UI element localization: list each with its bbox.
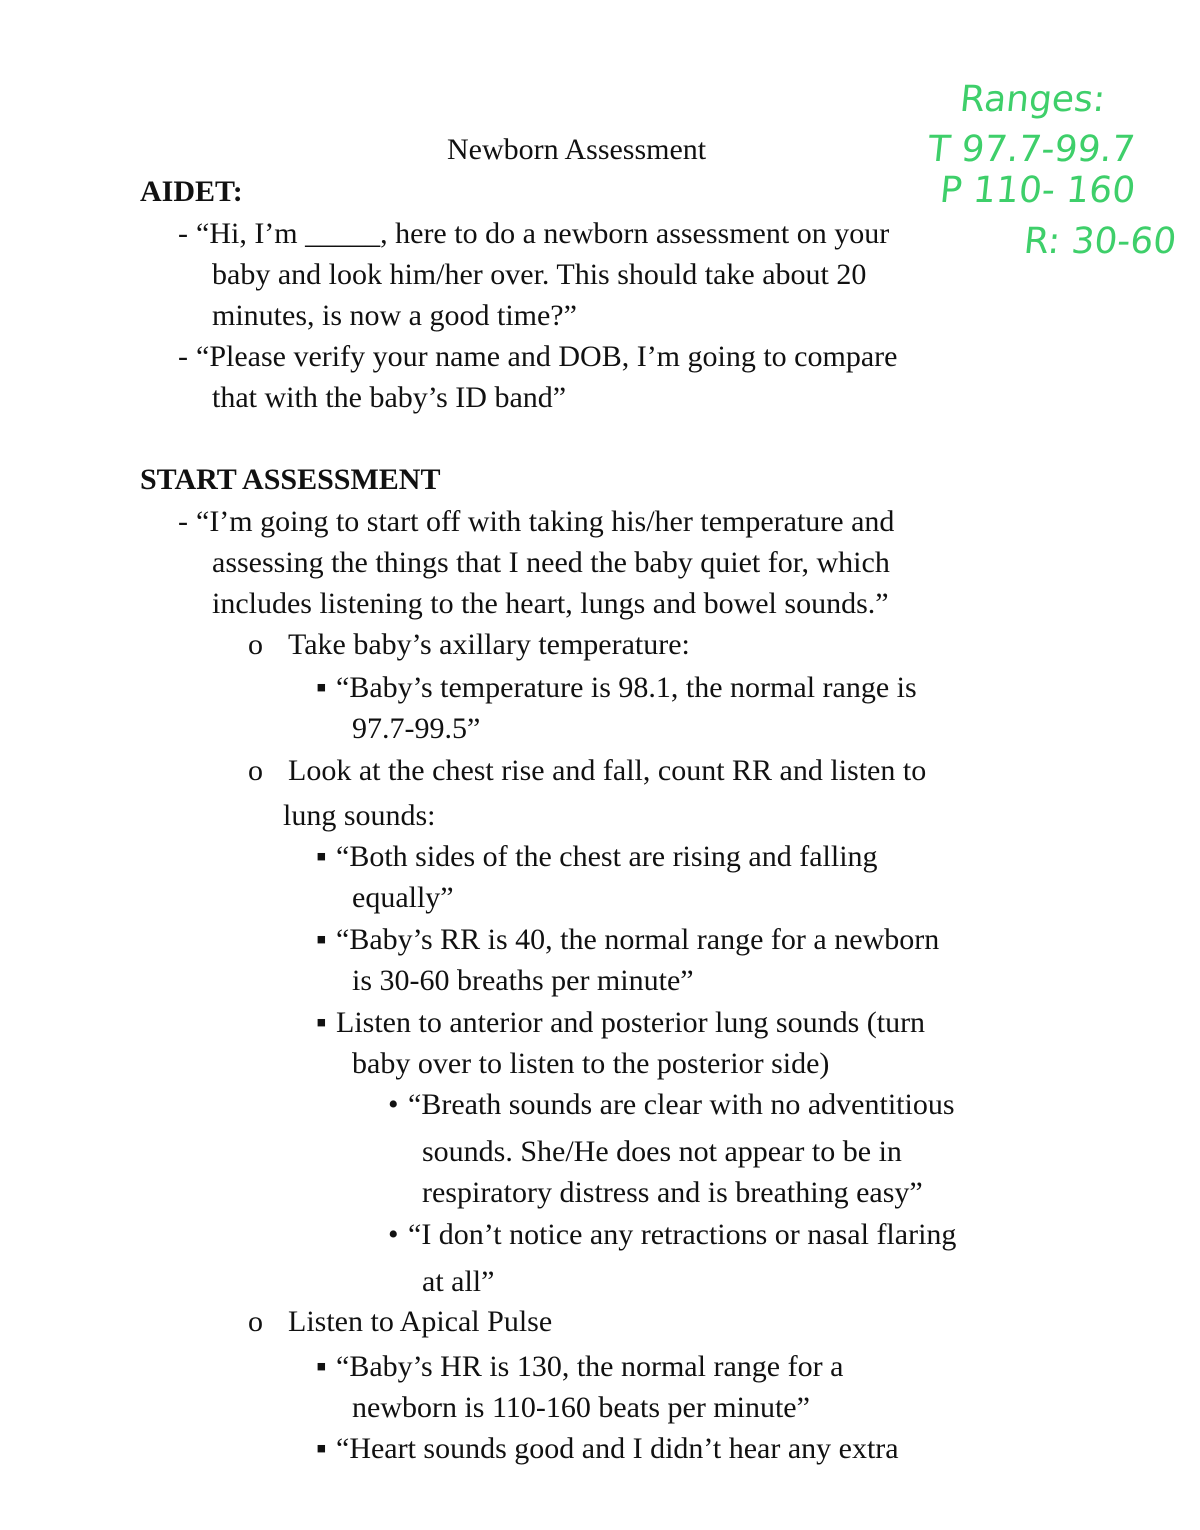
handwritten-resp-range: R: 30-60 — [1021, 221, 1179, 262]
body-line: “Both sides of the chest are rising and falling — [336, 840, 878, 873]
body-line: “Baby’s HR is 130, the normal range for a — [336, 1350, 844, 1383]
aidet-line-2: baby and look him/her over. This should take about 20 — [212, 258, 867, 291]
body-line: is 30-60 breaths per minute” — [352, 964, 694, 997]
body-line: includes listening to the heart, lungs and bowel sounds.” — [212, 587, 889, 620]
aidet-line-3: minutes, is now a good time?” — [212, 299, 577, 332]
body-line: “Breath sounds are clear with no adventitious — [408, 1088, 955, 1121]
circle-bullet: o — [248, 628, 263, 661]
body-line: lung sounds: — [283, 799, 436, 832]
aidet-line-1: “Hi, I’m _____, here to do a newborn assessment on your — [196, 217, 890, 250]
body-line: “Baby’s temperature is 98.1, the normal range is — [336, 671, 917, 704]
handwritten-ranges-label: Ranges: — [957, 79, 1108, 120]
body-line: “Baby’s RR is 40, the normal range for a newborn — [336, 923, 940, 956]
dash-bullet: - — [178, 217, 188, 250]
square-bullet: ▪ — [316, 840, 327, 873]
dot-bullet: • — [388, 1218, 399, 1251]
dash-bullet: - — [178, 340, 188, 373]
square-bullet: ▪ — [316, 671, 327, 704]
square-bullet: ▪ — [316, 923, 327, 956]
circle-bullet: o — [248, 1305, 263, 1338]
handwritten-temp-range: T 97.7-99.7 — [925, 129, 1137, 170]
body-line: baby over to listen to the posterior side) — [352, 1047, 830, 1080]
body-line: Listen to anterior and posterior lung sounds (turn — [336, 1006, 926, 1039]
aidet-heading: AIDET: — [140, 175, 243, 208]
body-line: respiratory distress and is breathing easy” — [422, 1176, 923, 1209]
start-assessment-heading: START ASSESSMENT — [140, 463, 441, 496]
body-line: equally” — [352, 881, 454, 914]
body-line: at all” — [422, 1265, 495, 1298]
dot-bullet: • — [388, 1088, 399, 1121]
body-line: Listen to Apical Pulse — [288, 1305, 553, 1338]
aidet-line-5: that with the baby’s ID band” — [212, 381, 567, 414]
page-title: Newborn Assessment — [447, 133, 707, 166]
dash-bullet: - — [178, 505, 188, 538]
circle-bullet: o — [248, 754, 263, 787]
square-bullet: ▪ — [316, 1006, 327, 1039]
body-line: “I’m going to start off with taking his/her temperature and — [196, 505, 895, 538]
square-bullet: ▪ — [316, 1432, 327, 1465]
aidet-line-4: “Please verify your name and DOB, I’m going to compare — [196, 340, 898, 373]
body-line: “I don’t notice any retractions or nasal flaring — [408, 1218, 957, 1251]
handwritten-pulse-range: P 110- 160 — [937, 170, 1138, 211]
body-line: sounds. She/He does not appear to be in — [422, 1135, 902, 1168]
body-line: newborn is 110-160 beats per minute” — [352, 1391, 810, 1424]
body-line: “Heart sounds good and I didn’t hear any extra — [336, 1432, 899, 1465]
square-bullet: ▪ — [316, 1350, 327, 1383]
body-line: 97.7-99.5” — [352, 712, 481, 745]
body-line: Look at the chest rise and fall, count RR and listen to — [288, 754, 927, 787]
body-line: Take baby’s axillary temperature: — [288, 628, 690, 661]
body-line: assessing the things that I need the baby quiet for, which — [212, 546, 890, 579]
